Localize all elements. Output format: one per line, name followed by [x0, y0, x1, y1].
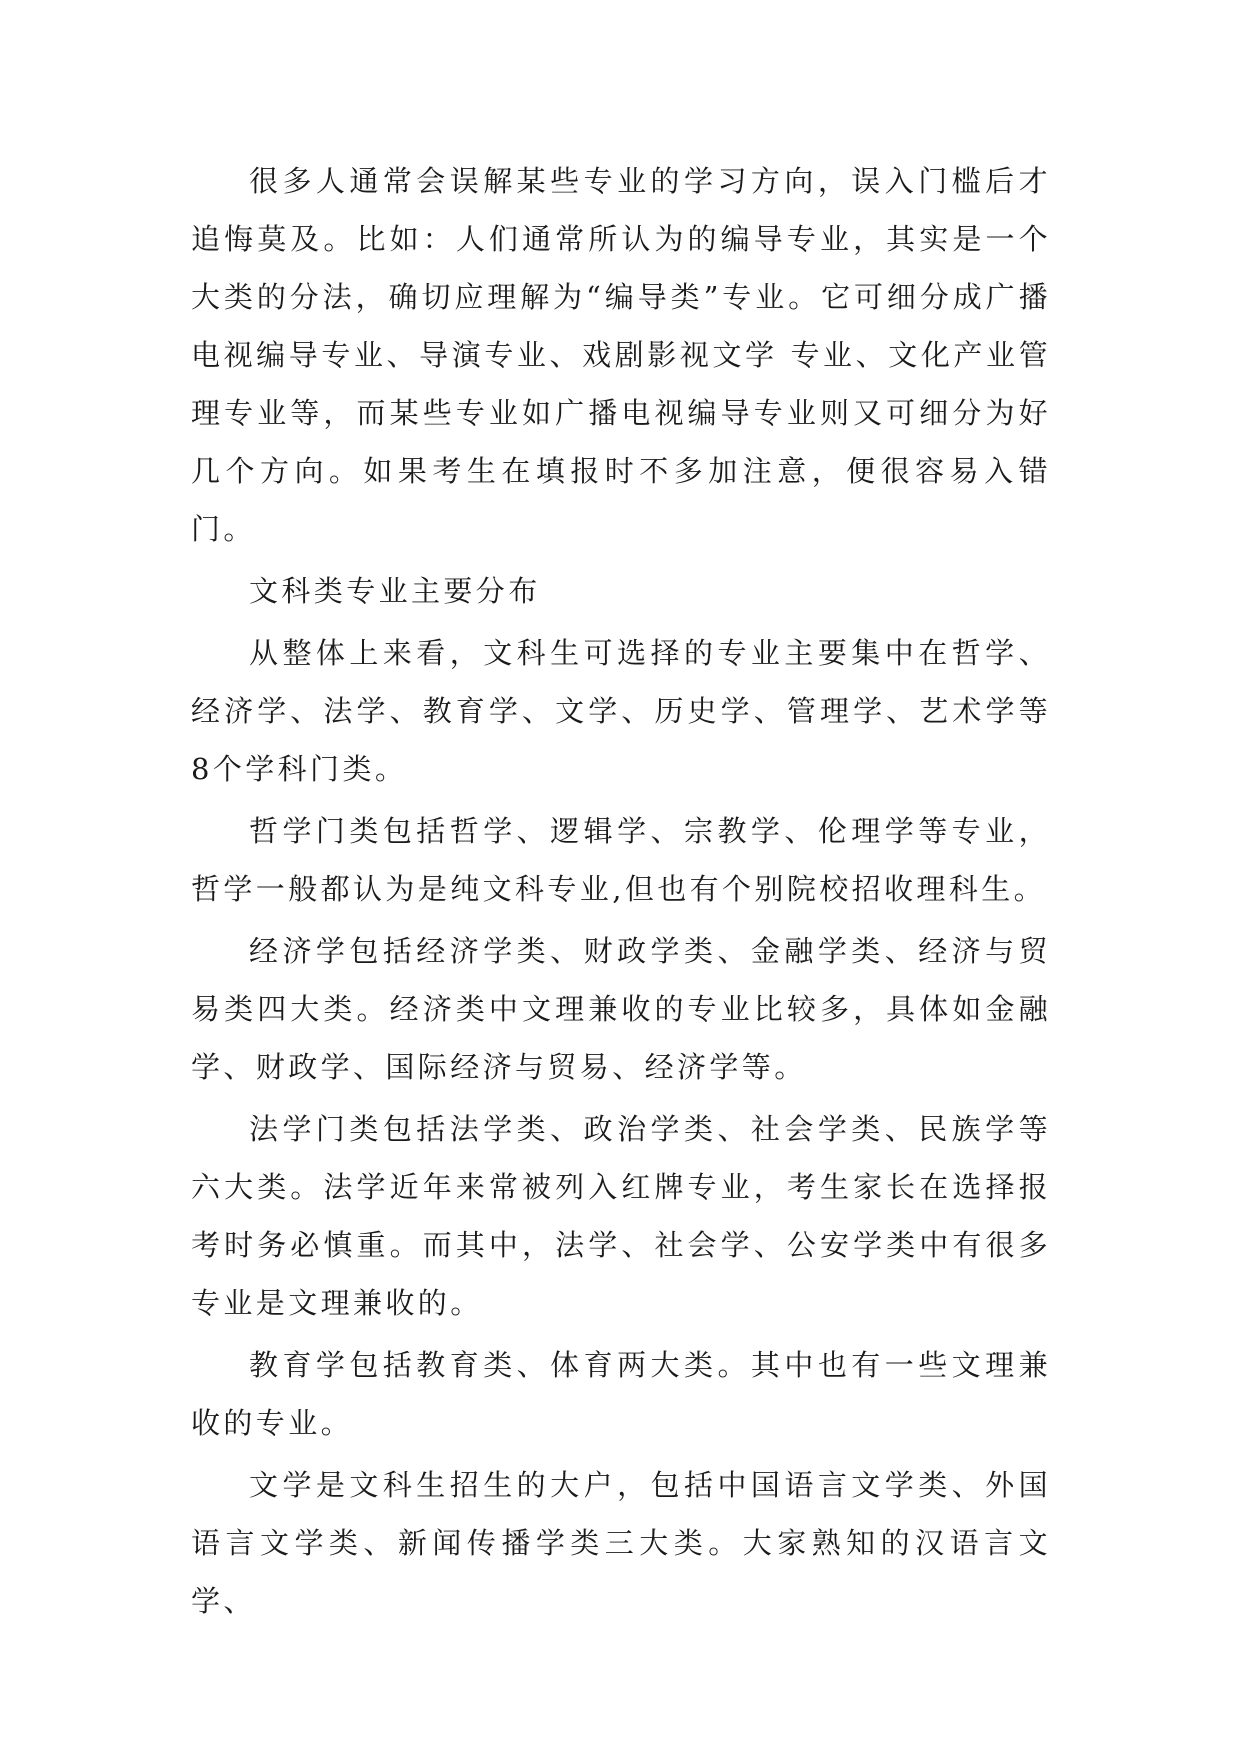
paragraph-overview-disciplines: 从整体上来看，文科生可选择的专业主要集中在哲学、经济学、法学、教育学、文学、历史学、管理学、艺术学等8个学科门类。	[191, 636, 1051, 786]
paragraph-philosophy: 哲学门类包括哲学、逻辑学、宗教学、伦理学等专业，哲学一般都认为是纯文科专业,但也有个别院校招收理科生。	[191, 814, 1051, 906]
paragraph-education: 教育学包括教育类、体育两大类。其中也有一些文理兼收的专业。	[191, 1348, 1051, 1440]
paragraph-major-misunderstanding: 很多人通常会误解某些专业的学习方向，误入门槛后才追悔莫及。比如：人们通常所认为的编导专业，其实是一个大类的分法，确切应理解为“编导类”专业。它可细分成广播电视编导专业、导演专业、戏剧影视文学 专业、文化产业管理专业等，而某些专业如广播电视编导专业则又可细分为好几个方向。如果考生在填报时不多加注意，便很容易入错门。	[191, 164, 1051, 546]
paragraph-economics: 经济学包括经济学类、财政学类、金融学类、经济与贸易类四大类。经济类中文理兼收的专业比较多，具体如金融学、财政学、国际经济与贸易、经济学等。	[191, 934, 1051, 1084]
section-heading-liberal-arts-majors: 文科类专业主要分布	[249, 574, 541, 608]
paragraph-literature: 文学是文科生招生的大户，包括中国语言文学类、外国语言文学类、新闻传播学类三大类。大家熟知的汉语言文学、	[191, 1468, 1051, 1618]
paragraph-law: 法学门类包括法学类、政治学类、社会学类、民族学等六大类。法学近年来常被列入红牌专业，考生家长在选择报考时务必慎重。而其中，法学、社会学、公安学类中有很多专业是文理兼收的。	[191, 1112, 1051, 1320]
document-body	[191, 152, 1051, 1630]
